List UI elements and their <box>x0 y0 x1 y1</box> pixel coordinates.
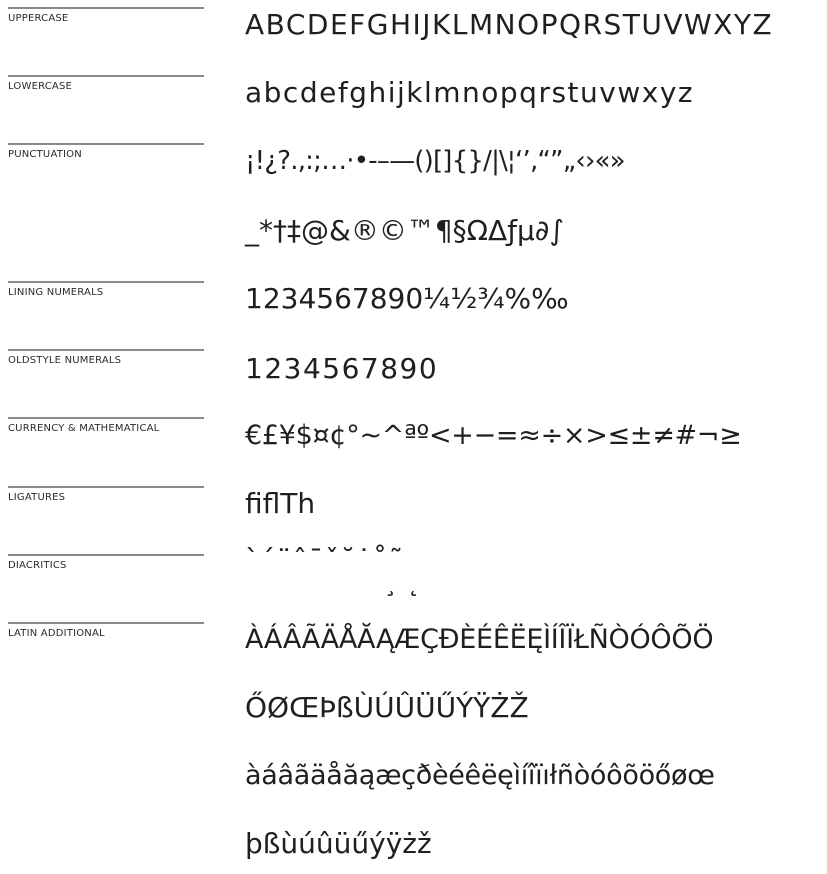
latin-additional-glyphs-line-3: àáâãäåăąæçðèéêëęìíîïıłñòóôõöőøœ <box>245 760 715 791</box>
ligatures-glyphs: fiflTh <box>245 487 316 520</box>
section-divider <box>8 417 204 419</box>
lowercase-glyphs: abcdefghijklmnopqrstuvwxyz <box>245 76 695 109</box>
section-label: PUNCTUATION <box>8 149 82 160</box>
section-divider <box>8 486 204 488</box>
section-label: CURRENCY & MATHEMATICAL <box>8 423 160 434</box>
section-divider <box>8 281 204 283</box>
latin-additional-glyphs-line-4: þßùúûüűýÿżž <box>245 827 432 860</box>
section-label: LATIN ADDITIONAL <box>8 628 105 639</box>
section-divider <box>8 143 204 145</box>
diacritics-top-marks-text: `´¨ˆ¯ˇ˘˙˚˜ <box>245 543 405 576</box>
section-label: OLDSTYLE NUMERALS <box>8 355 122 366</box>
section-label: LOWERCASE <box>8 81 73 92</box>
section-divider <box>8 75 204 77</box>
section-divider <box>8 349 204 351</box>
lining-numerals-glyphs: 1234567890¼½¾%‰ <box>245 282 569 315</box>
section-label: LIGATURES <box>8 492 66 503</box>
section-label: LINING NUMERALS <box>8 287 104 298</box>
latin-additional-glyphs-line-1: ÀÁÂÃÄÅĂĄÆÇĐÈÉÊËĘÌÍÎÏŁÑÒÓÔÕÖ <box>245 624 714 655</box>
currency-mathematical-glyphs: €£¥$¤¢°~^ªº<+−=≈÷×>≤±≠#¬≥ <box>245 420 742 451</box>
section-label: UPPERCASE <box>8 13 69 24</box>
punctuation-glyphs-line-2: _*†‡@&®©™¶§ΩΔƒµ∂∫ <box>245 214 564 247</box>
diacritics-top-marks <box>245 543 405 576</box>
oldstyle-numerals-glyphs: 1234567890 <box>245 352 439 385</box>
diacritics-bottom-marks: ¸˛ <box>384 568 430 598</box>
punctuation-glyphs-line-1: ¡!¿?.,:;…·•‐–—()[]{}/|\¦‘’‚“”„‹›«» <box>245 146 625 176</box>
section-divider <box>8 554 204 556</box>
section-divider <box>8 622 204 624</box>
section-label: DIACRITICS <box>8 560 67 571</box>
latin-additional-glyphs-line-2: ŐØŒÞßÙÚÛÜŰÝŸŻŽ <box>245 691 529 724</box>
section-divider <box>8 7 204 9</box>
uppercase-glyphs: ABCDEFGHIJKLMNOPQRSTUVWXYZ <box>245 8 774 41</box>
